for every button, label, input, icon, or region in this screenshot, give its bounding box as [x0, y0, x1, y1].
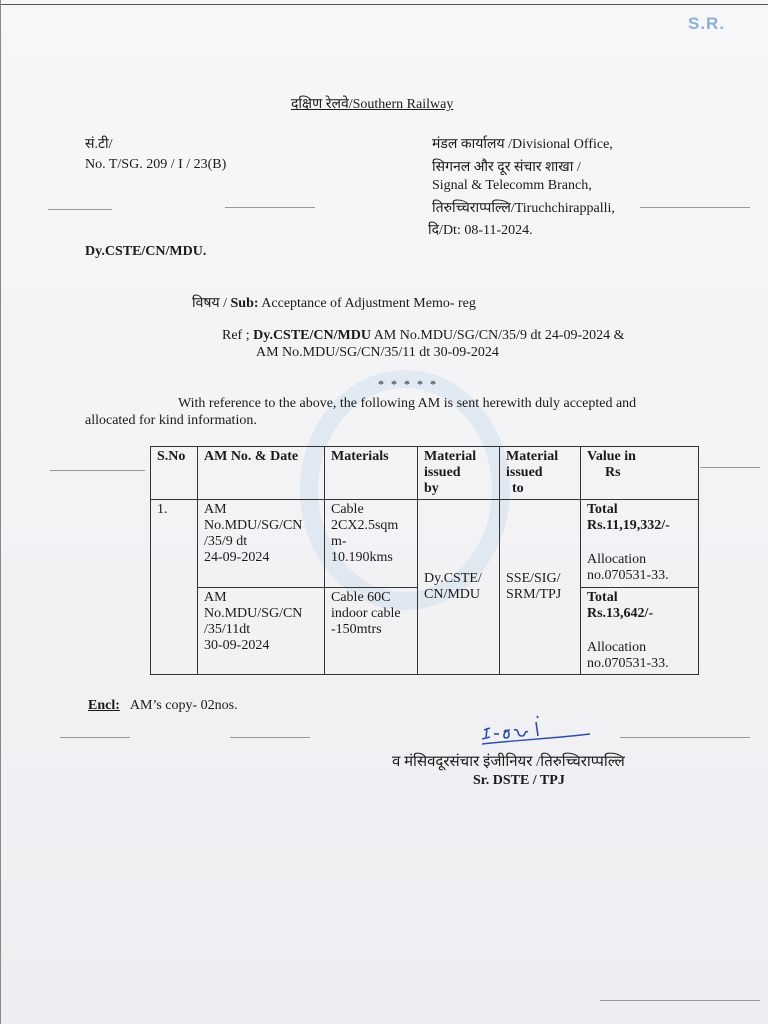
body-paragraph-line-1: With reference to the above, the following AM is sent herewith duly accepted and — [178, 396, 637, 411]
handwritten-signature — [478, 708, 598, 748]
letterhead-title: दक्षिण रेलवे/Southern Railway — [291, 97, 454, 112]
scan-dash — [48, 209, 112, 210]
enclosure-line — [88, 698, 238, 714]
header-sno: S.No — [151, 447, 198, 500]
header-materials: Materials — [325, 447, 418, 500]
page-top-edge — [0, 4, 768, 5]
page-left-edge — [0, 0, 1, 1024]
reference-number: No. T/SG. 209 / I / 23(B) — [85, 157, 227, 172]
signatory-designation-hindi: व मंसिवदूरसंचार इंजीनियर /तिरुच्चिराप्पल्लि — [392, 754, 625, 770]
letter-date: दि/Dt: 08-11-2024. — [428, 223, 533, 238]
signatory-designation: Sr. DSTE / TPJ — [473, 773, 565, 788]
cell-am: AM No.MDU/SG/CN /35/11dt 30-09-2024 — [198, 588, 325, 675]
cell-value: Total Rs.11,19,332/- Allocation no.070531-33. — [581, 500, 699, 588]
cell-sno: 1. — [151, 500, 198, 675]
ref-office: Dy.CSTE/CN/MDU — [253, 328, 371, 343]
reference-hindi: सं.टी/ — [85, 137, 113, 152]
cell-am: AM No.MDU/SG/CN /35/9 dt 24-09-2024 — [198, 500, 325, 588]
cell-materials: Cable 60C indoor cable -150mtrs — [325, 588, 418, 675]
scan-dash — [225, 207, 315, 208]
enclosure-label: Encl: — [88, 698, 120, 713]
separator-stars: * * * * * — [378, 377, 438, 391]
scan-dash — [700, 467, 760, 468]
addressee: Dy.CSTE/CN/MDU. — [85, 244, 207, 259]
subject-text: Acceptance of Adjustment Memo- reg — [258, 296, 476, 311]
header-issued-by: Material issued by — [418, 447, 500, 500]
cell-materials: Cable 2CX2.5sqm m- 10.190kms — [325, 500, 418, 588]
subject-line — [192, 293, 476, 312]
adjustment-memo-table — [150, 446, 699, 675]
table-header-row — [151, 447, 699, 500]
scan-dash — [620, 737, 750, 738]
scan-dash — [50, 470, 145, 471]
body-paragraph-line-2: allocated for kind information. — [85, 413, 257, 428]
cell-value: Total Rs.13,642/- Allocation no.070531-33. — [581, 588, 699, 675]
cell-issued-by: Dy.CSTE/ CN/MDU — [418, 500, 500, 675]
subject-label: Sub: — [230, 296, 259, 311]
header-am: AM No. & Date — [198, 447, 325, 500]
scan-dash — [600, 1000, 760, 1001]
ref-memo-1: AM No.MDU/SG/CN/35/9 dt 24-09-2024 & — [370, 328, 625, 343]
scan-dash — [230, 737, 310, 738]
reference-line-1 — [222, 328, 625, 344]
office-line-1: मंडल कार्यालय /Divisional Office, — [432, 137, 613, 152]
header-issued-to: Material issued to — [500, 447, 581, 500]
sr-stamp: S.R. — [688, 14, 726, 33]
enclosure-text: AM’s copy- 02nos. — [129, 698, 238, 713]
scan-dash — [60, 737, 130, 738]
header-value: Value in Rs — [581, 447, 699, 500]
scan-dash — [640, 207, 750, 208]
subject-prefix: विषय / — [192, 296, 231, 311]
office-line-3: Signal & Telecomm Branch, — [432, 178, 592, 193]
reference-line-2: AM No.MDU/SG/CN/35/11 dt 30-09-2024 — [256, 345, 499, 360]
office-line-2: सिगनल और दूर संचार शाखा / — [432, 160, 581, 175]
cell-issued-to: SSE/SIG/ SRM/TPJ — [500, 500, 581, 675]
ref-prefix: Ref ; — [222, 328, 254, 343]
table-row — [151, 500, 699, 588]
office-line-4: तिरुच्चिराप्पल्लि/Tiruchchirappalli, — [432, 201, 615, 216]
